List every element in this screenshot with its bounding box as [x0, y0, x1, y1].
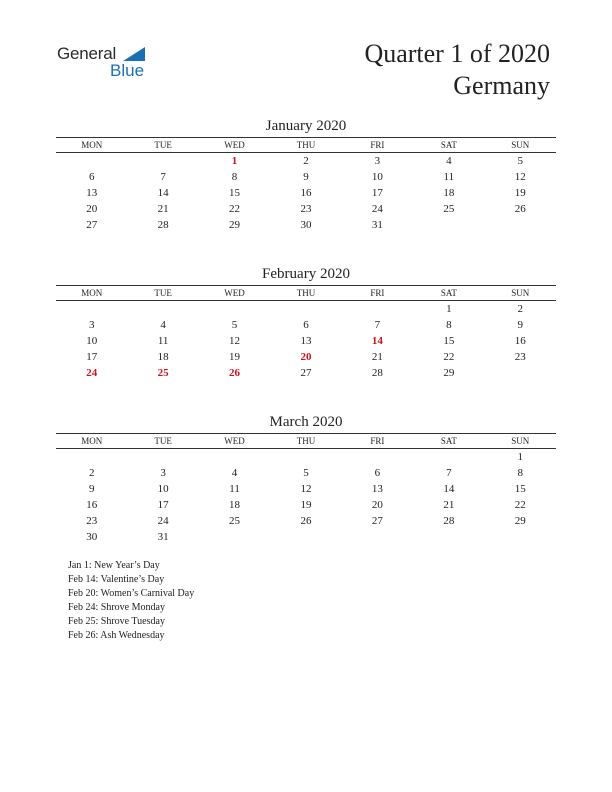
day-cell: 22	[443, 351, 455, 363]
day-cell: 24	[157, 515, 169, 527]
day-cell: 17	[86, 351, 98, 363]
day-cell: 15	[514, 483, 526, 495]
day-cell: 8	[446, 319, 452, 331]
weekday-header: MON	[56, 138, 127, 153]
holiday-day-cell: 20	[300, 351, 312, 363]
week-row	[56, 497, 556, 513]
week-row	[56, 349, 556, 365]
day-cell: 9	[303, 171, 309, 183]
day-cell: 31	[157, 531, 169, 543]
week-row	[56, 529, 556, 545]
day-cell: 18	[157, 351, 169, 363]
empty-day-cell	[127, 449, 198, 466]
week-row	[56, 201, 556, 217]
empty-day-cell	[413, 449, 484, 466]
day-cell: 16	[300, 187, 312, 199]
day-cell: 3	[374, 155, 381, 167]
weekday-header: THU	[270, 434, 341, 449]
day-cell: 5	[303, 467, 309, 479]
weekday-header: TUE	[127, 138, 198, 153]
week-row	[56, 301, 556, 318]
week-row	[56, 153, 556, 170]
week-row	[56, 513, 556, 529]
day-cell: 30	[300, 219, 312, 231]
empty-day-cell	[199, 449, 270, 466]
weekday-header: MON	[56, 434, 127, 449]
day-cell: 10	[86, 335, 98, 347]
day-cell: 23	[514, 351, 526, 363]
day-cell: 25	[229, 515, 241, 527]
week-row	[56, 333, 556, 349]
month-march	[56, 413, 556, 545]
day-cell: 5	[517, 155, 524, 167]
week-row	[56, 365, 556, 381]
country-name: Germany	[453, 71, 550, 100]
day-cell: 31	[371, 219, 383, 231]
day-cell: 4	[160, 319, 166, 331]
day-cell: 30	[86, 531, 98, 543]
day-cell: 18	[229, 499, 241, 511]
holiday-day-cell: 25	[157, 367, 169, 379]
day-cell: 1	[446, 303, 452, 315]
day-cell: 2	[303, 155, 309, 167]
day-cell: 6	[374, 467, 381, 479]
day-cell: 25	[443, 203, 455, 215]
day-cell: 19	[514, 187, 526, 199]
day-cell: 7	[160, 171, 166, 183]
holiday-item: Jan 1: New Year’s Day	[68, 560, 160, 571]
day-cell: 27	[371, 515, 383, 527]
day-cell: 24	[371, 203, 383, 215]
day-cell: 7	[374, 319, 381, 331]
day-cell: 17	[371, 187, 383, 199]
weekday-header: TUE	[127, 286, 198, 301]
day-cell: 21	[157, 203, 169, 215]
month-calendar-table	[56, 137, 556, 233]
day-cell: 12	[229, 335, 241, 347]
generalblue-logo	[57, 44, 167, 84]
logo-blue-text: Blue	[110, 61, 145, 80]
week-row	[56, 465, 556, 481]
day-cell: 7	[446, 467, 452, 479]
day-cell: 16	[514, 335, 526, 347]
day-cell: 20	[371, 499, 383, 511]
holiday-list	[68, 559, 194, 643]
day-cell: 28	[371, 367, 383, 379]
week-row	[56, 185, 556, 201]
day-cell: 6	[303, 319, 309, 331]
day-cell: 13	[371, 483, 383, 495]
holiday-day-cell: 26	[229, 367, 241, 379]
page-header	[364, 38, 550, 102]
month-february	[56, 265, 556, 381]
weekday-header: SAT	[413, 434, 484, 449]
logo-general-text: General	[57, 44, 117, 63]
day-cell: 9	[88, 483, 95, 495]
holiday-day-cell: 24	[86, 367, 98, 379]
day-cell: 26	[300, 515, 312, 527]
week-row	[56, 169, 556, 185]
week-row	[56, 481, 556, 497]
day-cell: 8	[231, 171, 238, 183]
day-cell: 6	[88, 171, 95, 183]
weekday-header: TUE	[127, 434, 198, 449]
day-cell: 14	[443, 483, 455, 495]
day-cell: 20	[86, 203, 98, 215]
month-title: March 2020	[269, 414, 343, 430]
empty-day-cell	[270, 301, 341, 318]
empty-day-cell	[413, 529, 484, 545]
day-cell: 19	[300, 499, 312, 511]
day-cell: 18	[443, 187, 455, 199]
empty-day-cell	[485, 217, 556, 233]
holiday-item: Feb 24: Shrove Monday	[68, 602, 165, 613]
day-cell: 3	[88, 319, 95, 331]
day-cell: 9	[517, 319, 524, 331]
holiday-item: Feb 26: Ash Wednesday	[68, 630, 165, 641]
empty-day-cell	[127, 301, 198, 318]
day-cell: 12	[514, 171, 526, 183]
week-row	[56, 217, 556, 233]
day-cell: 11	[157, 335, 169, 347]
day-cell: 12	[300, 483, 312, 495]
week-row	[56, 317, 556, 333]
day-cell: 28	[443, 515, 455, 527]
day-cell: 29	[443, 367, 455, 379]
day-cell: 10	[371, 171, 383, 183]
empty-day-cell	[485, 365, 556, 381]
day-cell: 29	[514, 515, 526, 527]
weekday-header: WED	[199, 138, 270, 153]
day-cell: 16	[86, 499, 98, 511]
empty-day-cell	[56, 301, 127, 318]
day-cell: 28	[157, 219, 169, 231]
day-cell: 3	[160, 467, 166, 479]
empty-day-cell	[485, 529, 556, 545]
empty-day-cell	[342, 529, 413, 545]
weekday-header: THU	[270, 138, 341, 153]
day-cell: 19	[229, 351, 241, 363]
week-row	[56, 449, 556, 466]
day-cell: 11	[443, 171, 455, 183]
weekday-header: FRI	[342, 434, 413, 449]
empty-day-cell	[342, 301, 413, 318]
day-cell: 22	[229, 203, 241, 215]
day-cell: 4	[446, 155, 452, 167]
page-title: Quarter 1 of 2020	[364, 39, 550, 68]
month-title: January 2020	[265, 118, 347, 134]
day-cell: 17	[157, 499, 169, 511]
empty-day-cell	[342, 449, 413, 466]
day-cell: 26	[514, 203, 526, 215]
day-cell: 1	[517, 451, 524, 463]
month-calendar-table	[56, 433, 556, 545]
weekday-header: THU	[270, 286, 341, 301]
holiday-day-cell: 14	[371, 335, 383, 347]
day-cell: 15	[443, 335, 455, 347]
day-cell: 27	[300, 367, 312, 379]
empty-day-cell	[270, 529, 341, 545]
weekday-header: SUN	[485, 138, 556, 153]
holiday-item: Feb 20: Women’s Carnival Day	[68, 588, 195, 599]
day-cell: 15	[229, 187, 241, 199]
weekday-header: SAT	[413, 286, 484, 301]
holiday-day-cell: 1	[231, 155, 238, 167]
holiday-item: Feb 25: Shrove Tuesday	[68, 616, 165, 627]
empty-day-cell	[270, 449, 341, 466]
day-cell: 22	[514, 499, 526, 511]
day-cell: 13	[300, 335, 312, 347]
day-cell: 10	[157, 483, 169, 495]
month-calendar-table	[56, 285, 556, 381]
weekday-header: FRI	[342, 286, 413, 301]
day-cell: 2	[517, 303, 524, 315]
day-cell: 5	[231, 319, 238, 331]
weekday-header: SAT	[413, 138, 484, 153]
weekday-header: SUN	[485, 434, 556, 449]
day-cell: 13	[86, 187, 98, 199]
empty-day-cell	[56, 449, 127, 466]
weekday-header: WED	[199, 286, 270, 301]
day-cell: 29	[229, 219, 241, 231]
empty-day-cell	[127, 153, 198, 170]
empty-day-cell	[413, 217, 484, 233]
day-cell: 11	[229, 483, 240, 495]
day-cell: 2	[88, 467, 95, 479]
day-cell: 23	[86, 515, 98, 527]
empty-day-cell	[56, 153, 127, 170]
day-cell: 21	[371, 351, 383, 363]
empty-day-cell	[199, 301, 270, 318]
logo-triangle-icon	[123, 47, 145, 61]
holiday-item: Feb 14: Valentine’s Day	[68, 574, 165, 585]
empty-day-cell	[199, 529, 270, 545]
month-january	[56, 117, 556, 233]
month-title: February 2020	[262, 266, 350, 282]
day-cell: 14	[157, 187, 169, 199]
day-cell: 4	[231, 467, 238, 479]
day-cell: 8	[517, 467, 524, 479]
weekday-header: MON	[56, 286, 127, 301]
weekday-header: WED	[199, 434, 270, 449]
weekday-header: FRI	[342, 138, 413, 153]
day-cell: 21	[443, 499, 455, 511]
day-cell: 27	[86, 219, 98, 231]
weekday-header: SUN	[485, 286, 556, 301]
day-cell: 23	[300, 203, 312, 215]
